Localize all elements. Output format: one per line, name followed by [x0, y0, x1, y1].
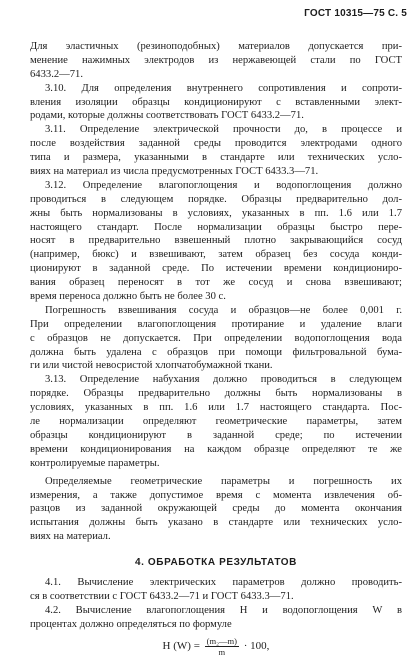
text-line: (например, бюкс) и взвешивают, затем образец без сосуда конди- [30, 249, 402, 261]
text-line: процентах должно определяться по формуле [30, 618, 232, 630]
formula-numerator: (m₂—m) [206, 635, 238, 646]
text-line: Погрешность взвешивания сосуда и образцов—не более 0,001 г. [45, 304, 402, 316]
text-line: При определении влагопоглощения протирание и удаление влаги [30, 318, 402, 330]
text-line: 4.2. Вычисление влагопоглощения H и водопоглощения W в [45, 604, 402, 616]
text-line: вления изоляции образцы кондиционируют с вставленными элект- [30, 96, 402, 108]
text-line: проводиться в следующем порядке. Образцы предварительно дол- [30, 193, 402, 205]
text-line: менение нажимных электродов из нержавеющей стали по ГОСТ [30, 54, 402, 66]
text-line: ле нормализации определяют геометрические параметры, затем [30, 416, 402, 428]
text-line: порядке. Образцы предварительно должны быть нормализованы в [30, 388, 402, 400]
text-line: условиях, указанных в пп. 1.6 или 1.7 настоящего стандарта. Пос- [30, 402, 402, 414]
text-line: 3.11. Определение электрической прочности до, в процессе и [45, 124, 402, 136]
text-line: время переноса должно быть не более 30 с. [30, 291, 226, 303]
text-line: 3.12. Определение влагопоглощения и водопоглощения должно [45, 179, 402, 191]
formula-rhs: · 100, [243, 639, 270, 652]
text-line: 3.13. Определение набухания должно проводиться в следующем [45, 374, 402, 386]
text-line: с образцов не допускается. При определении водопоглощения вода [30, 332, 402, 344]
document-body [30, 40, 402, 660]
text-line: 3.10. Для определения внутреннего сопротивления и сопроти- [45, 82, 402, 94]
formula-lhs: H (W) = [162, 639, 200, 652]
text-line: образцы кондиционируют в заданной среде; по истечении [30, 429, 402, 441]
text-line: носят в предварительно взвешенный плотно закрывающийся сосуд [30, 235, 402, 247]
text-line: испытания должны быть указано в стандарте или технических усло- [30, 517, 402, 529]
text-line: виях на материал. [30, 531, 111, 543]
text-line: разцов из заданной окружающей среды до момента окончания [30, 503, 402, 515]
text-line: ги или чистой невосристой хлопчатобумажной ткани. [30, 360, 273, 372]
text-line: ционируют в заданной среде. По истечении времени кондициониро- [30, 263, 402, 275]
text-line: после воздействия заданной среды проводится электродами одного [30, 138, 402, 150]
text-line: времени кондиционирования на каждом образце определяют те же [30, 443, 402, 455]
text-line: родами, которые должны соответствовать ГОСТ 6433.2—71. [30, 110, 304, 122]
text-line: измерения, а также допустимое время с момента извлечения об- [30, 489, 402, 501]
text-line: вания образец переносят в тот же сосуд и снова взвешивают; [30, 277, 402, 289]
page-header: ГОСТ 10315—75 С. 5 [304, 8, 407, 19]
text-line: настоящего стандарт. После нормализации образцы быстро пере- [30, 221, 402, 233]
section-heading: 4. ОБРАБОТКА РЕЗУЛЬТАТОВ [135, 557, 297, 569]
text-line: должна быть удалена с образцов при помощи фильтровальной бума- [30, 346, 402, 358]
text-line: контролируемые параметры. [30, 457, 160, 469]
paragraphs-section-3 [30, 40, 402, 544]
text-line: Для эластичных (резиноподобных) материалов допускается при- [30, 41, 402, 52]
text-line: жны быть нормализованы в условиях, указанных в пп. 1.6 или 1.7 [30, 207, 402, 219]
formula [30, 632, 402, 660]
formula-denominator: m [218, 646, 226, 657]
text-line: 6433.2—71. [30, 68, 83, 80]
text-line: типа и размера, указанными в стандарте или технических усло- [30, 152, 402, 164]
text-line: Определяемые геометрические параметры и погрешность их [45, 475, 402, 487]
paragraphs-section-4 [30, 576, 402, 632]
text-line: виях на материал из числа предусмотренных ГОСТ 6433.3—71. [30, 166, 319, 178]
text-line: ся в соответствии с ГОСТ 6433.2—71 и ГОСТ 6433.3—71. [30, 590, 294, 602]
text-line: 4.1. Вычисление электрических параметров должно проводить- [45, 577, 402, 589]
